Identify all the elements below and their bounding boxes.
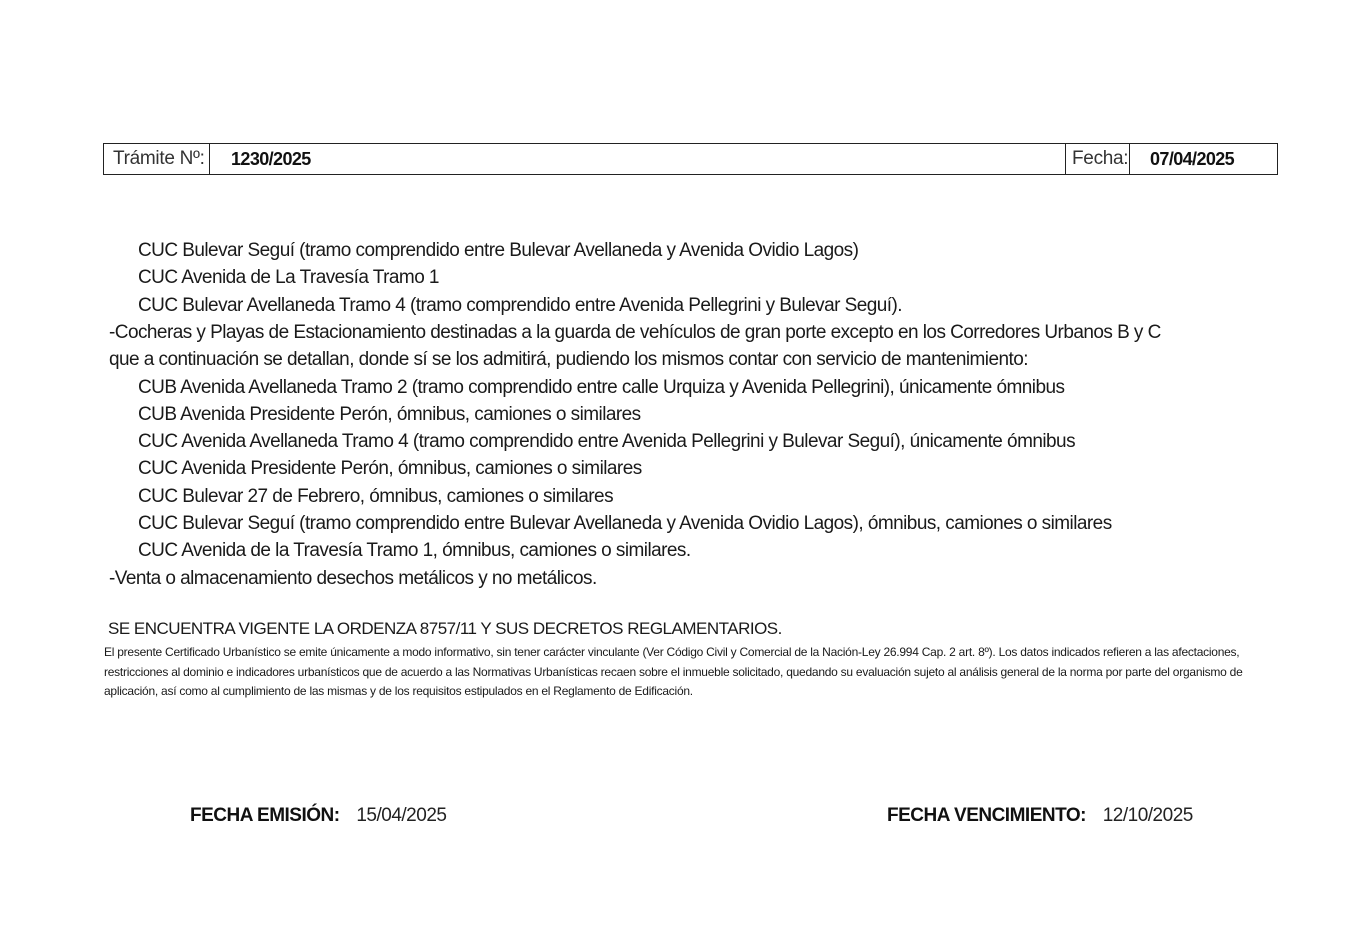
fecha-value: 07/04/2025 (1150, 148, 1235, 169)
list-item: CUC Avenida Presidente Perón, ómnibus, camiones o similares (138, 458, 642, 480)
fecha-emision-value: 15/04/2025 (356, 805, 447, 826)
list-item: -Cocheras y Playas de Estacionamiento destinadas a la guarda de vehículos de gran porte excepto en los Corredores Urbanos B y C (109, 321, 1161, 343)
fecha-vencimiento (887, 805, 1193, 827)
list-item: CUC Bulevar Seguí (tramo comprendido entre Bulevar Avellaneda y Avenida Ovidio Lagos) (138, 240, 859, 261)
list-item: -Venta o almacenamiento desechos metálicos y no metálicos. (109, 567, 597, 589)
list-item: CUC Bulevar Seguí (tramo comprendido entre Bulevar Avellaneda y Avenida Ovidio Lagos), ómnibus, camiones o similares (138, 513, 1112, 534)
list-item: CUB Avenida Avellaneda Tramo 2 (tramo comprendido entre calle Urquiza y Avenida Pellegrini), únicamente ómnibus (138, 376, 1065, 398)
list-item: CUC Avenida de la Travesía Tramo 1, ómnibus, camiones o similares. (138, 540, 691, 562)
fecha-vencimiento-value: 12/10/2025 (1102, 805, 1193, 826)
list-item: CUC Avenida de La Travesía Tramo 1 (138, 267, 439, 289)
list-item: que a continuación se detallan, donde sí se los admitirá, pudiendo los mismos contar con servicio de mantenimiento: (109, 349, 1028, 371)
tramite-number: 1230/2025 (210, 144, 1066, 174)
list-item: CUB Avenida Presidente Perón, ómnibus, camiones o similares (138, 403, 641, 425)
list-item: CUC Bulevar Avellaneda Tramo 4 (tramo comprendido entre Avenida Pellegrini y Bulevar Seguí). (138, 294, 903, 316)
fecha-emision-label: FECHA EMISIÓN: (190, 805, 340, 826)
vigente-notice: SE ENCUENTRA VIGENTE LA ORDENZA 8757/11 Y SUS DECRETOS REGLAMENTARIOS. (108, 619, 782, 638)
list-item: CUC Bulevar 27 de Febrero, ómnibus, camiones o similares (138, 485, 614, 507)
tramite-header-table (103, 143, 1278, 175)
fecha-emision (190, 805, 446, 827)
tramite-label: Trámite Nº: (104, 144, 210, 174)
fecha-vencimiento-label: FECHA VENCIMIENTO: (887, 805, 1086, 826)
list-item: CUC Avenida Avellaneda Tramo 4 (tramo comprendido entre Avenida Pellegrini y Bulevar Seguí), únicamente ómnibus (138, 431, 1076, 453)
fecha-label: Fecha: (1066, 144, 1130, 174)
disclaimer-text: El presente Certificado Urbanístico se emite únicamente a modo informativo, sin tener carácter vinculante (Ver Código Civil y Comercial de la Nación-Ley 26.994 Cap. 2 art. 8º). Los datos indicados refieren a las afectaciones, restricciones al dominio e indicadores urbanísticos que de acuerdo a las Normativas Urbanísticas recaen sobre el inmueble solicitado, quedando su evaluación sujeto al análisis general de la norma por parte del organismo de aplicación, así como al cumplimiento de las mismas y de los requisitos estipulados en el Reglamento de Edificación. (104, 645, 1243, 698)
